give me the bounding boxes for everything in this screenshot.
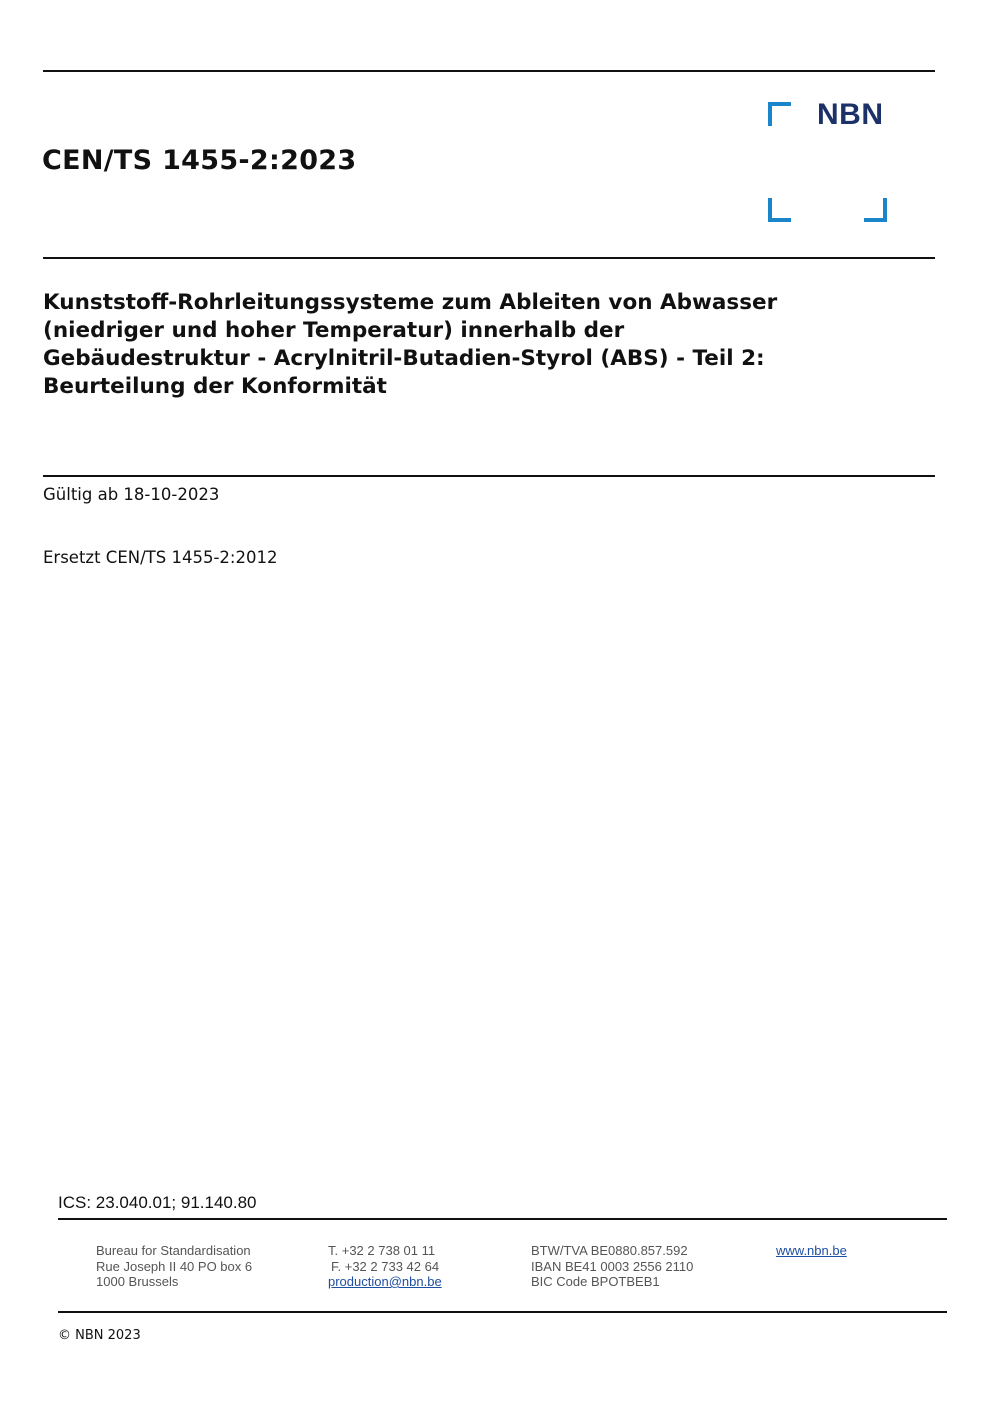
- fax-number: F. +32 2 733 42 64: [331, 1258, 440, 1274]
- address-line: Bureau for Standardisation: [96, 1243, 251, 1258]
- document-title: [43, 289, 923, 401]
- copyright-notice: © NBN 2023: [58, 1328, 141, 1343]
- footer-bottom-divider: [58, 1311, 947, 1313]
- vat-number: BTW/TVA BE0880.857.592: [531, 1243, 688, 1258]
- footer-address: [96, 1243, 252, 1290]
- address-line: Rue Joseph II 40 PO box 6: [96, 1258, 253, 1274]
- bic-code: BIC Code BPOTBEB1: [531, 1274, 660, 1289]
- footer-top-divider: [58, 1218, 947, 1220]
- logo-text: NBN: [817, 98, 884, 131]
- validity-date: Gültig ab 18-10-2023: [43, 485, 220, 504]
- logo-corner-bottom-left: [768, 198, 791, 222]
- footer-bank-details: [531, 1243, 693, 1290]
- title-line: Kunststoff-Rohrleitungssysteme zum Ableiten von Abwasser: [43, 290, 778, 315]
- phone-number: T. +32 2 738 01 11: [328, 1243, 436, 1258]
- website-link[interactable]: www.nbn.be: [776, 1243, 847, 1258]
- footer-contact: [328, 1243, 442, 1290]
- nbn-logo: [768, 100, 892, 224]
- top-divider: [43, 70, 935, 72]
- title-line: Gebäudestruktur - Acrylnitril-Butadien-Styrol (ABS) - Teil 2:: [43, 346, 765, 371]
- logo-corner-bottom-right: [864, 198, 887, 222]
- title-divider: [43, 475, 935, 477]
- title-line: Beurteilung der Konformität: [43, 374, 387, 399]
- title-line: (niedriger und hoher Temperatur) innerhalb der: [43, 318, 625, 343]
- replaces-note: Ersetzt CEN/TS 1455-2:2012: [43, 548, 278, 567]
- iban-number: IBAN BE41 0003 2556 2110: [531, 1258, 694, 1274]
- email-link[interactable]: production@nbn.be: [328, 1274, 442, 1289]
- ics-codes: ICS: 23.040.01; 91.140.80: [58, 1193, 257, 1212]
- document-id: CEN/TS 1455-2:2023: [42, 145, 357, 176]
- header-divider: [43, 257, 935, 259]
- footer-website: [776, 1243, 847, 1259]
- logo-corner-top-left: [768, 102, 791, 126]
- address-line: 1000 Brussels: [96, 1274, 179, 1289]
